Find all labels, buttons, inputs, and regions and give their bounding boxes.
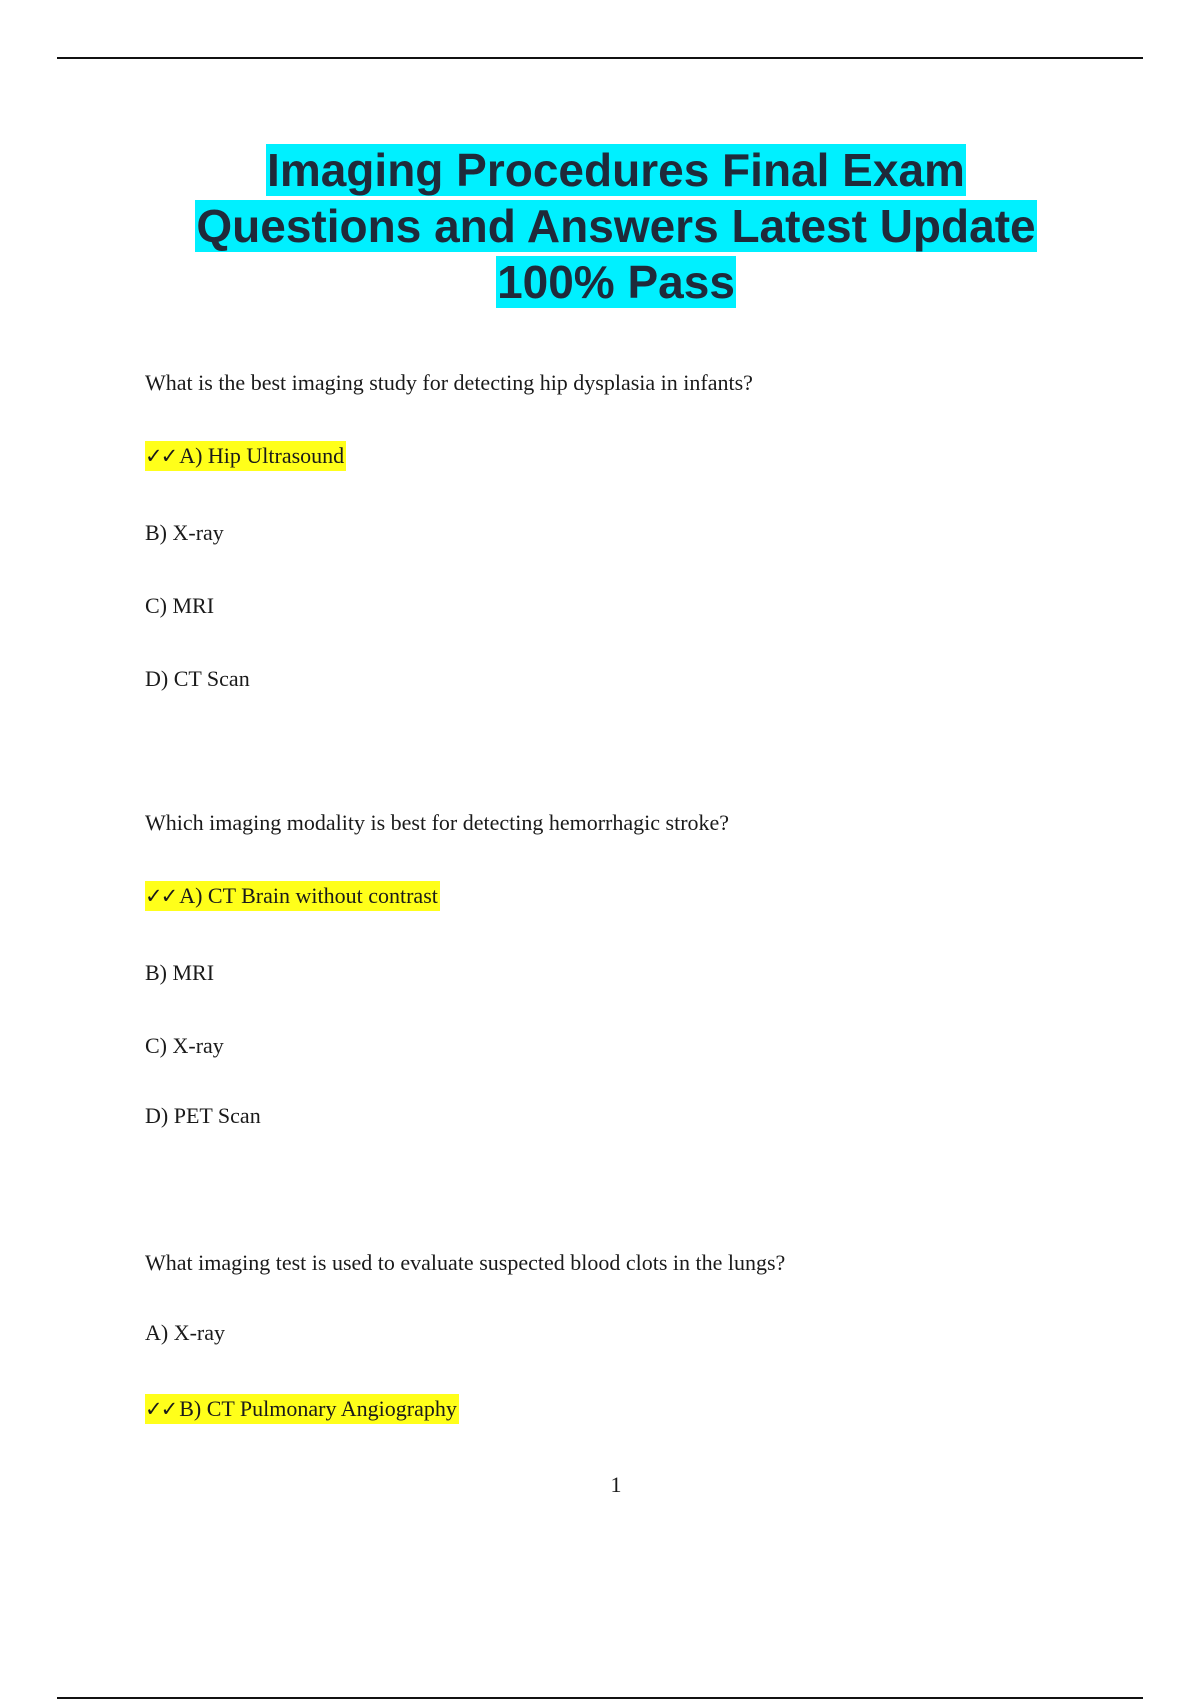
- option-label: B) CT Pulmonary Angiography: [179, 1396, 457, 1421]
- question-2-text: Which imaging modality is best for detecting hemorrhagic stroke?: [145, 810, 730, 835]
- document-title: [0, 142, 1200, 310]
- option-label: A) Hip Ultrasound: [179, 443, 345, 468]
- title-line-1: Imaging Procedures Final Exam: [267, 144, 965, 196]
- title-line-3: 100% Pass: [497, 256, 735, 308]
- question-2-option-c: C) X-ray: [145, 1033, 224, 1058]
- header-rule: [57, 57, 1143, 59]
- question-3-option-b-correct: [145, 1394, 459, 1424]
- double-check-icon: ✓✓: [145, 444, 177, 468]
- footer-rule: [57, 1697, 1143, 1699]
- question-2-option-a-correct: [145, 881, 440, 911]
- double-check-icon: ✓✓: [145, 884, 177, 908]
- question-3-option-a: A) X-ray: [145, 1320, 226, 1345]
- question-2-option-b: B) MRI: [145, 960, 215, 985]
- option-label: A) CT Brain without contrast: [179, 883, 438, 908]
- question-1-option-d: D) CT Scan: [145, 666, 250, 691]
- question-1-option-a-correct: [145, 441, 346, 471]
- question-2-option-d: D) PET Scan: [145, 1103, 261, 1128]
- page-number: 1: [610, 1472, 622, 1497]
- question-1-option-c: C) MRI: [145, 593, 215, 618]
- question-1-option-b: B) X-ray: [145, 520, 224, 545]
- question-3-text: What imaging test is used to evaluate suspected blood clots in the lungs?: [145, 1250, 786, 1275]
- question-1-text: What is the best imaging study for detecting hip dysplasia in infants?: [145, 370, 753, 395]
- title-line-2: Questions and Answers Latest Update: [196, 200, 1036, 252]
- double-check-icon: ✓✓: [145, 1397, 177, 1421]
